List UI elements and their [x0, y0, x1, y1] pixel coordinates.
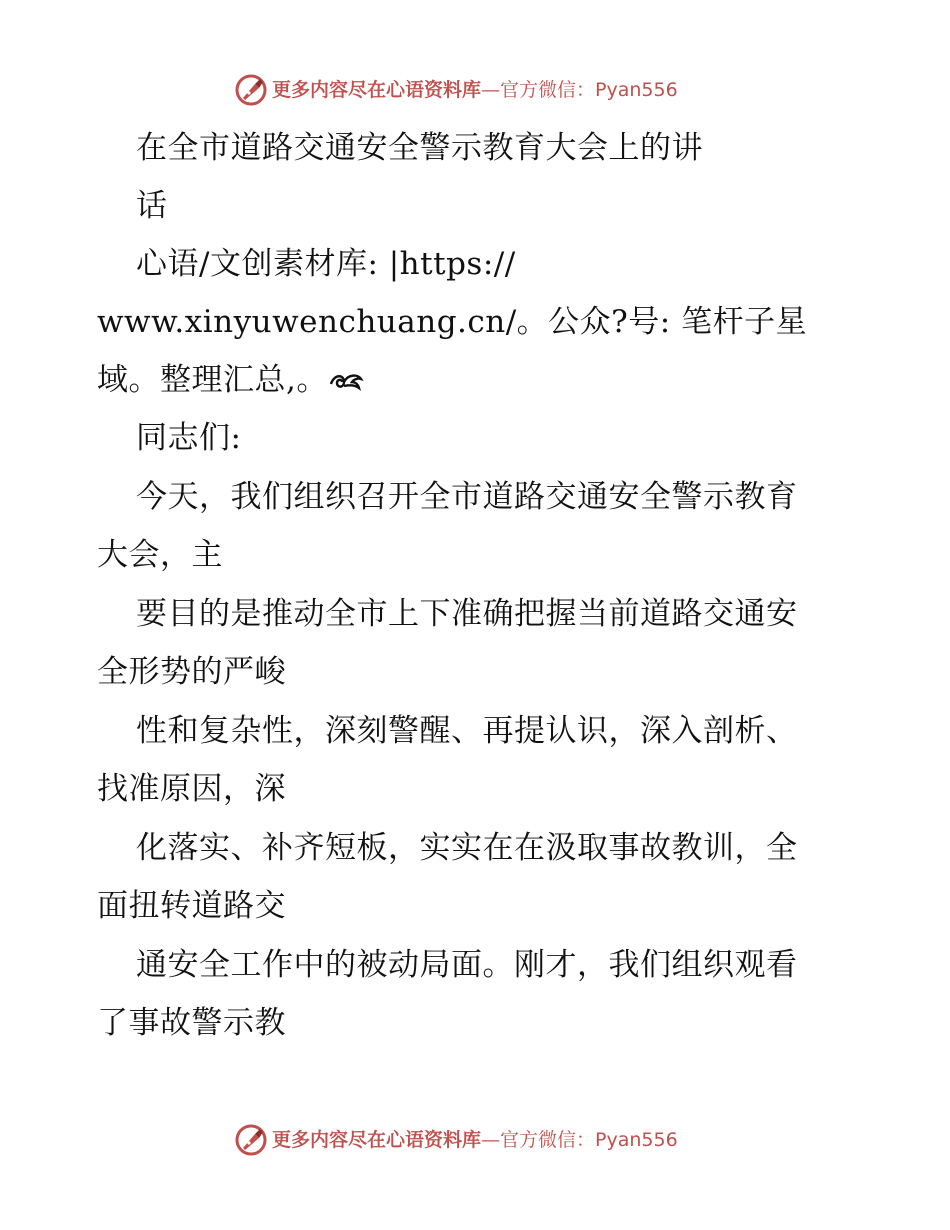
- source-line-3: [97, 360, 364, 400]
- source-line-2: www.xinyuwenchuang.cn/。公众?号: 笔杆子星: [97, 304, 808, 340]
- pen-nib-logo-icon: [234, 1123, 268, 1157]
- para-line-5: 性和复杂性，深刻警醒、再提认识，深入剖析、: [136, 713, 798, 749]
- page-footer: [0, 1120, 950, 1160]
- source-line-3-text: 域。整理汇总,。: [97, 362, 328, 398]
- footer-wechat-id: Pyan556: [595, 1129, 678, 1151]
- page-header: [0, 70, 950, 110]
- salutation: 同志们:: [136, 420, 242, 456]
- para-line-2: 大会，主: [97, 537, 223, 573]
- pen-nib-logo-icon: [234, 73, 268, 107]
- footer-separator: —: [481, 1129, 501, 1151]
- source-line-1: 心语/文创素材库: |https://: [136, 246, 516, 282]
- para-line-4: 全形势的严峻: [97, 654, 286, 690]
- header-brand: 更多内容尽在心语资料库: [272, 79, 482, 101]
- para-line-3: 要目的是推动全市上下准确把握当前道路交通安: [136, 596, 798, 632]
- header-text: [272, 78, 678, 102]
- footer-official: 官方微信：: [500, 1129, 596, 1151]
- swirl-ornament-icon: [328, 370, 364, 392]
- para-line-10: 了事故警示教: [97, 1005, 286, 1041]
- para-line-6: 找准原因，深: [97, 771, 286, 807]
- header-official: 官方微信：: [500, 79, 596, 101]
- title-line-2: 话: [136, 188, 168, 224]
- title-line-1: 在全市道路交通安全警示教育大会上的讲: [136, 130, 703, 166]
- header-separator: —: [481, 79, 501, 101]
- footer-brand: 更多内容尽在心语资料库: [272, 1129, 482, 1151]
- para-line-7: 化落实、补齐短板，实实在在汲取事故教训，全: [136, 830, 798, 866]
- header-wechat-id: Pyan556: [595, 79, 678, 101]
- para-line-9: 通安全工作中的被动局面。刚才，我们组织观看: [136, 947, 798, 983]
- para-line-8: 面扭转道路交: [97, 888, 286, 924]
- para-line-1: 今天，我们组织召开全市道路交通安全警示教育: [136, 479, 798, 515]
- footer-text: [272, 1128, 678, 1152]
